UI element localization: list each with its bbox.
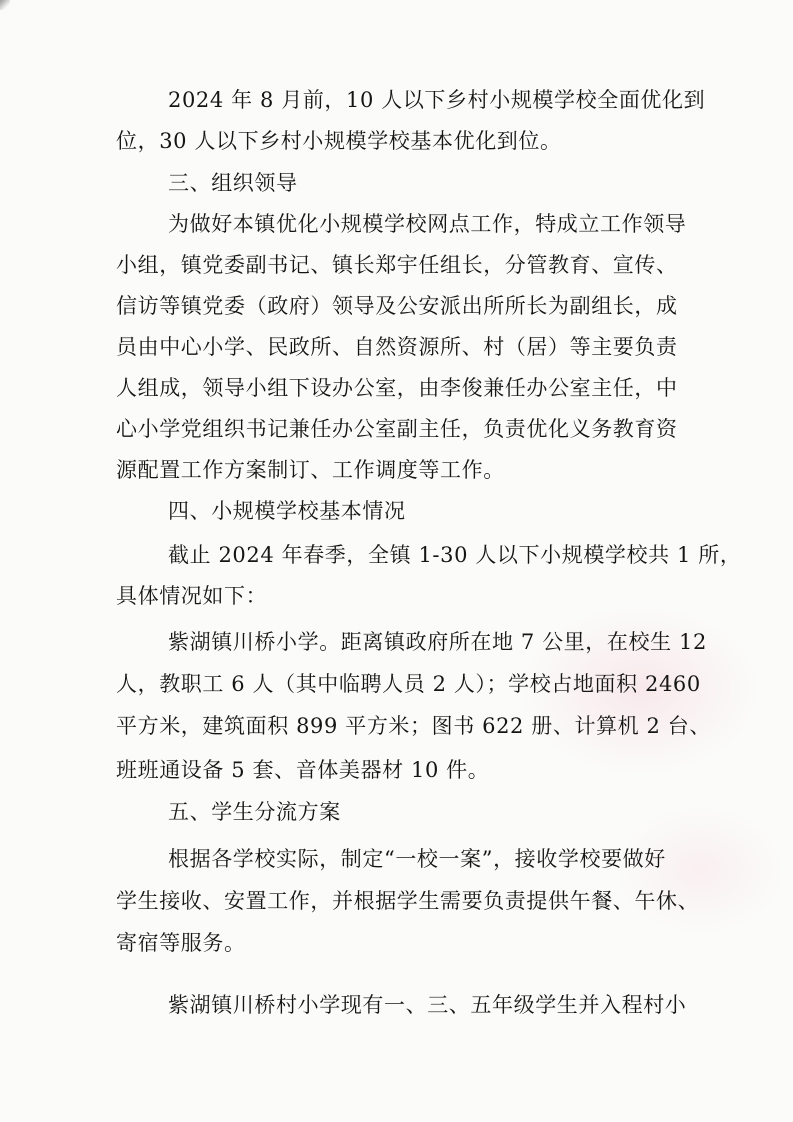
paragraph-line: 根据各学校实际，制定“一校一案”，接收学校要做好: [168, 847, 666, 871]
paragraph-line: 为做好本镇优化小规模学校网点工作，特成立工作领导: [168, 212, 687, 236]
section-heading: 四、小规模学校基本情况: [168, 499, 406, 523]
section-heading: 三、组织领导: [168, 171, 298, 195]
paragraph-line: 班班通设备 5 套、音体美器材 10 件。: [116, 758, 490, 782]
paragraph-line: 员由中心小学、民政所、自然资源所、村（居）等主要负责: [116, 335, 678, 359]
paragraph-line: 紫湖镇川桥小学。距离镇政府所在地 7 公里，在校生 12: [168, 630, 707, 654]
paragraph-line: 寄宿等服务。: [116, 931, 246, 955]
paragraph-line: 紫湖镇川桥村小学现有一、三、五年级学生并入程村小: [168, 993, 687, 1017]
paragraph-line: 人组成，领导小组下设办公室，由李俊兼任办公室主任，中: [116, 376, 678, 400]
section-heading: 五、学生分流方案: [168, 800, 341, 824]
paragraph-line: 信访等镇党委（政府）领导及公安派出所所长为副组长，成: [116, 294, 678, 318]
paragraph-line: 小组，镇党委副书记、镇长郑宇任组长，分管教育、宣传、: [116, 253, 678, 277]
paragraph-line: 截止 2024 年春季，全镇 1-30 人以下小规模学校共 1 所，: [168, 543, 742, 567]
paragraph-line: 学生接收、安置工作，并根据学生需要负责提供午餐、午休、: [116, 889, 700, 913]
paragraph-line: 位，30 人以下乡村小规模学校基本优化到位。: [116, 129, 562, 153]
paragraph-line: 心小学党组织书记兼任办公室副主任，负责优化义务教育资: [116, 417, 678, 441]
paragraph-line: 2024 年 8 月前，10 人以下乡村小规模学校全面优化到: [168, 88, 706, 112]
scan-corner-mark: [0, 0, 10, 10]
paragraph-line: 人，教职工 6 人（其中临聘人员 2 人）；学校占地面积 2460: [116, 672, 701, 696]
paragraph-line: 平方米，建筑面积 899 平方米；图书 622 册、计算机 2 台、: [116, 714, 711, 738]
paragraph-line: 具体情况如下：: [116, 584, 268, 608]
paragraph-line: 源配置工作方案制订、工作调度等工作。: [116, 458, 505, 482]
